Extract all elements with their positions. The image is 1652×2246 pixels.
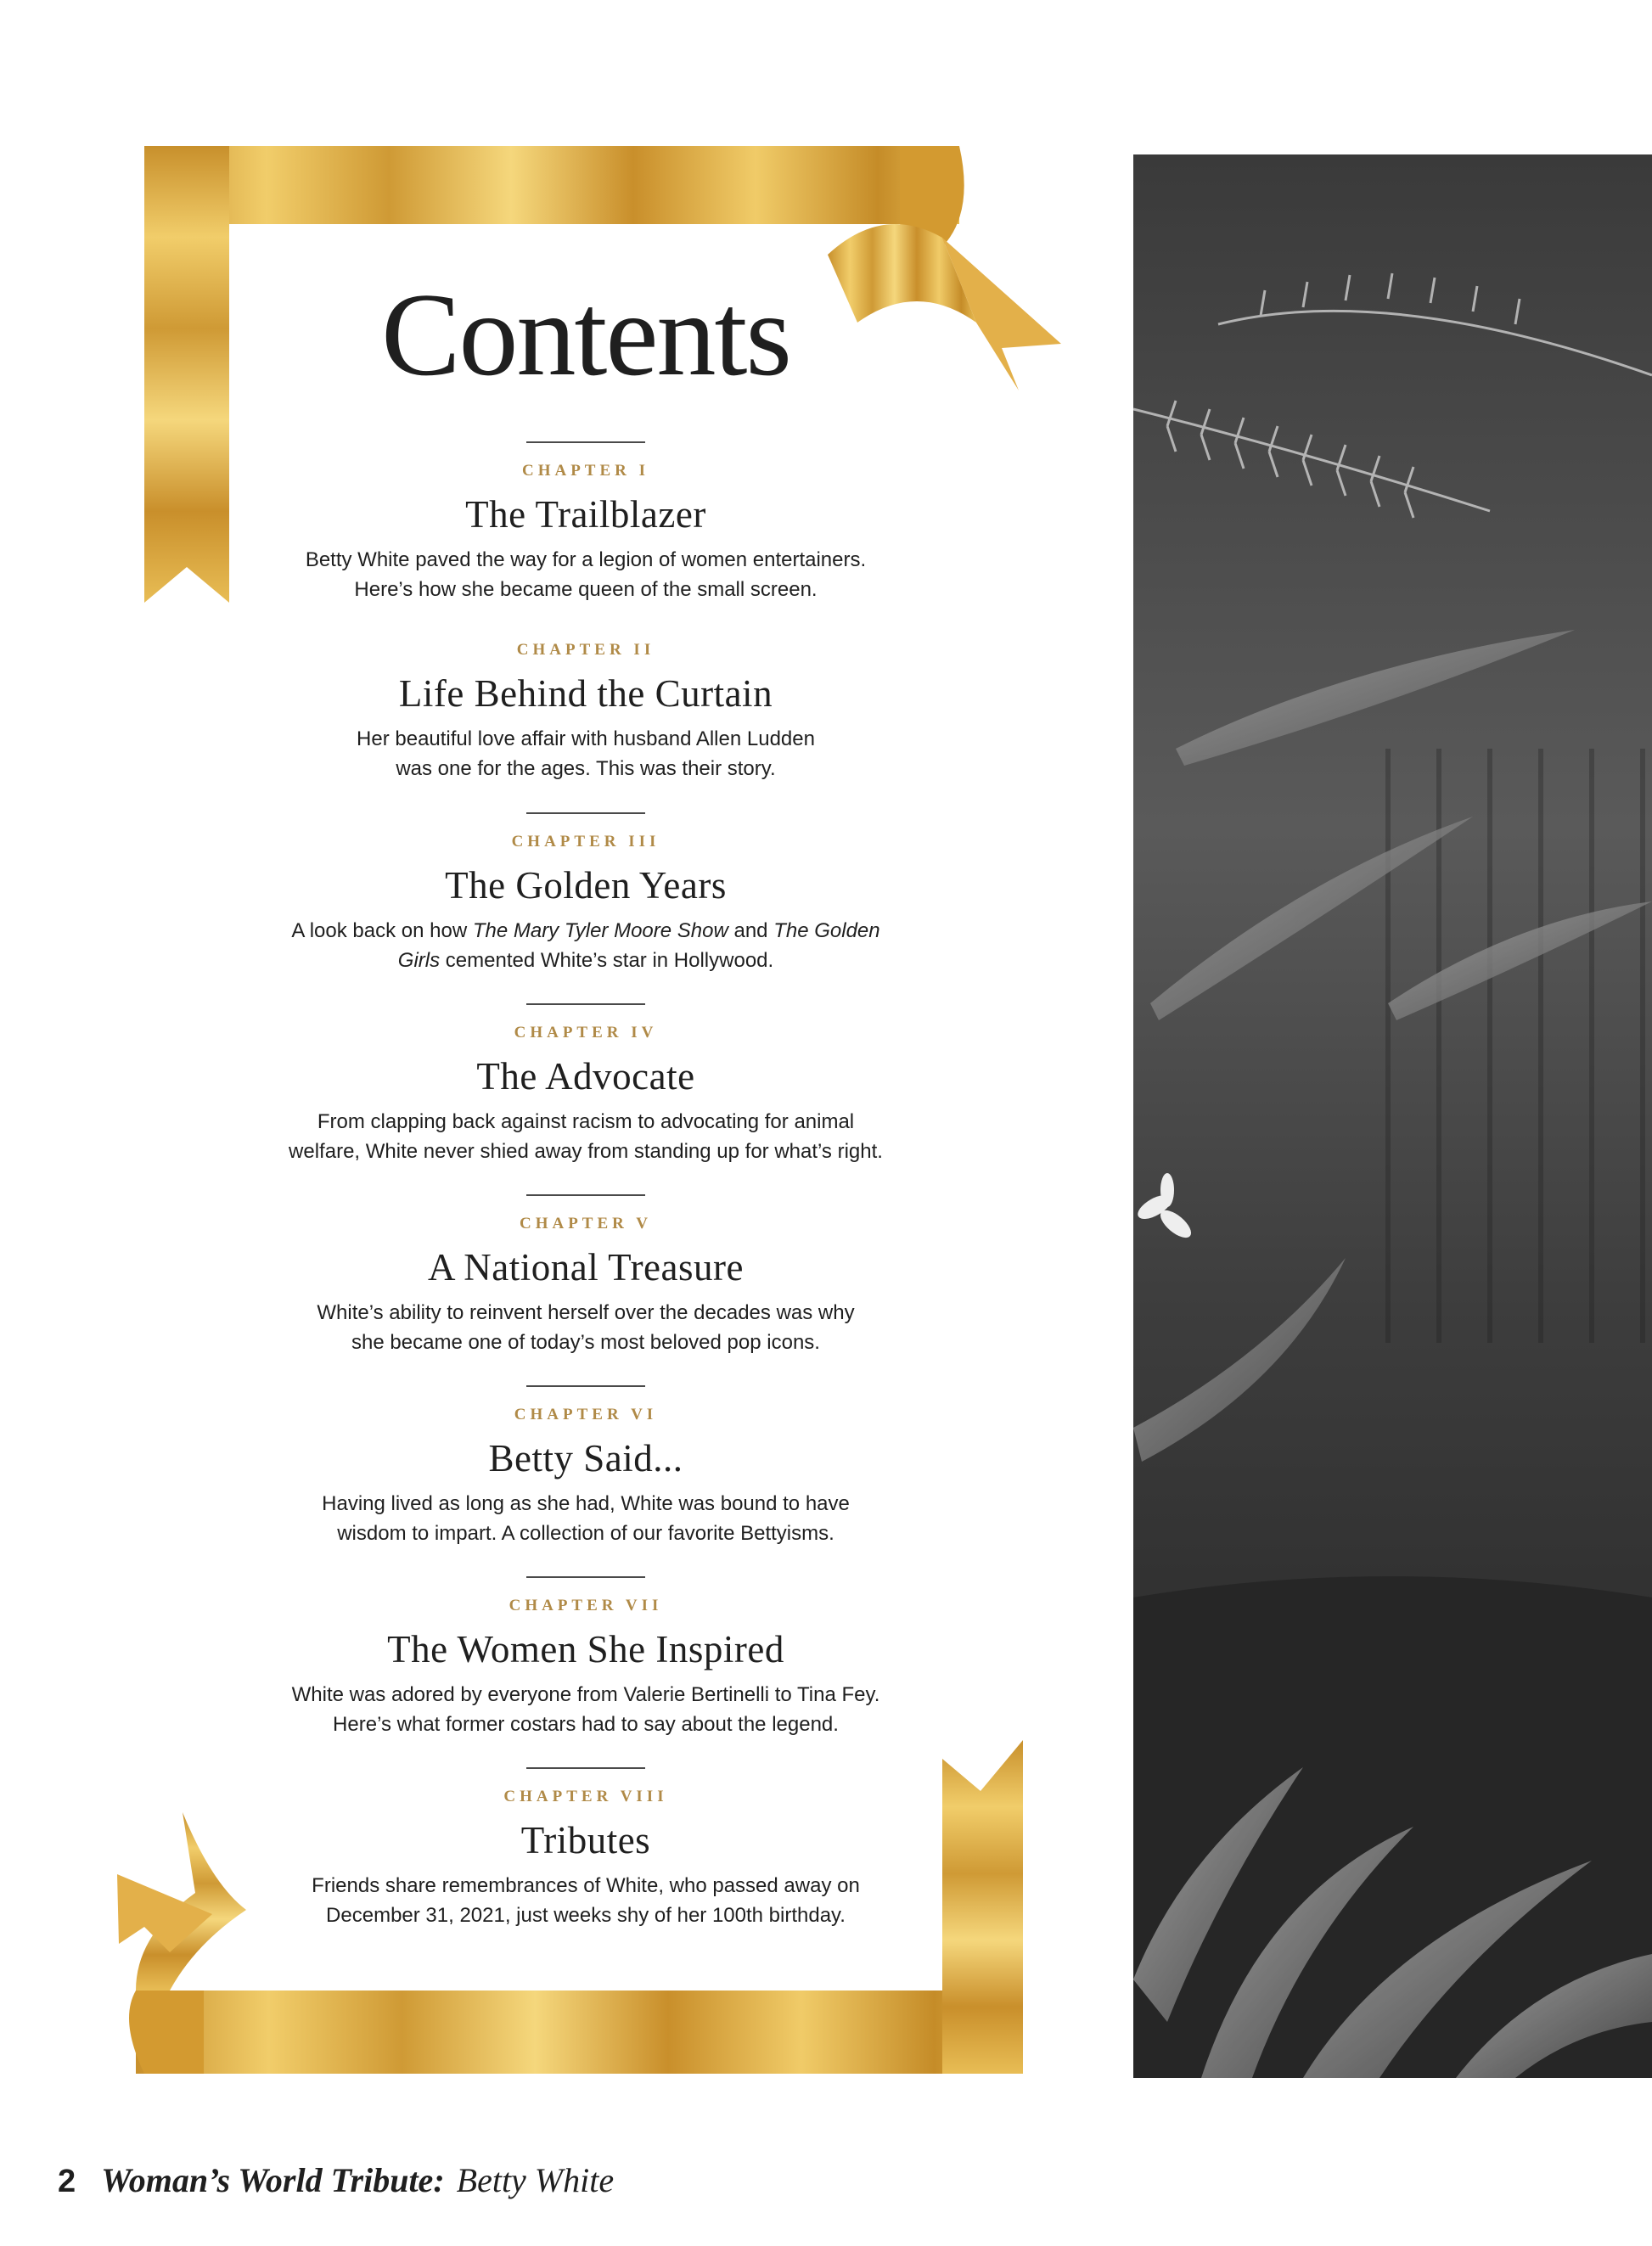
description-line: Betty White paved the way for a legion of women entertainers. xyxy=(305,548,867,571)
page-title: Contents xyxy=(381,269,790,401)
garden-photo xyxy=(1133,154,1652,2078)
description-line: A look back on how The Mary Tyler Moore Show and The Golden xyxy=(291,919,880,942)
description-line: December 31, 2021, just weeks shy of her 100th birthday. xyxy=(326,1904,846,1927)
description-line: White’s ability to reinvent herself over the decades was why xyxy=(317,1301,855,1324)
chapter-title[interactable]: The Golden Years xyxy=(445,864,727,907)
chapter-description xyxy=(204,724,968,783)
chapter-description xyxy=(204,1680,968,1739)
description-line: Girls cemented White’s star in Hollywood. xyxy=(397,949,774,972)
description-line: Having lived as long as she had, White was bound to have xyxy=(322,1492,850,1515)
foliage-illustration xyxy=(1133,154,1652,2078)
chapter-description xyxy=(204,545,968,604)
divider xyxy=(526,1194,645,1196)
description-line: wisdom to impart. A collection of our favorite Bettyisms. xyxy=(337,1522,834,1545)
chapter-label: CHAPTER VI xyxy=(514,1406,658,1423)
chapter-label: CHAPTER V xyxy=(519,1215,653,1232)
chapter-title[interactable]: Betty Said... xyxy=(488,1437,683,1480)
show-title: The Mary Tyler Moore Show xyxy=(472,919,728,942)
publication-subject: Betty White xyxy=(456,2161,615,2199)
description-line: White was adored by everyone from Valerie Bertinelli to Tina Fey. xyxy=(291,1683,880,1706)
chapter-label: CHAPTER IV xyxy=(514,1024,658,1042)
description-line: welfare, White never shied away from standing up for what’s right. xyxy=(289,1140,883,1163)
chapter-8[interactable] xyxy=(204,1767,968,1930)
chapter-6[interactable] xyxy=(204,1385,968,1548)
divider xyxy=(526,1385,645,1387)
description-line: Friends share remembrances of White, who passed away on xyxy=(312,1874,860,1897)
chapter-title[interactable]: The Trailblazer xyxy=(465,493,706,536)
chapter-label: CHAPTER I xyxy=(521,462,650,480)
chapter-title[interactable]: Tributes xyxy=(520,1819,651,1861)
chapter-4[interactable] xyxy=(204,1003,968,1166)
page-number: 2 xyxy=(58,2164,76,2199)
description-text: and xyxy=(728,919,774,942)
publication-title: Woman’s World Tribute: xyxy=(101,2161,445,2199)
chapter-label: CHAPTER VII xyxy=(509,1597,663,1614)
description-text: A look back on how xyxy=(291,919,473,942)
divider xyxy=(526,1003,645,1005)
chapter-description xyxy=(204,1107,968,1166)
chapter-title[interactable]: Life Behind the Curtain xyxy=(398,672,773,715)
chapter-description xyxy=(204,916,968,975)
chapter-label: CHAPTER II xyxy=(516,641,655,659)
divider xyxy=(526,1767,645,1769)
chapter-title[interactable]: The Women She Inspired xyxy=(387,1628,784,1670)
chapter-label: CHAPTER VIII xyxy=(503,1788,668,1805)
chapter-label: CHAPTER III xyxy=(511,833,660,851)
chapter-title[interactable]: The Advocate xyxy=(476,1055,695,1098)
page-footer xyxy=(58,2160,614,2200)
description-line: From clapping back against racism to advocating for animal xyxy=(317,1110,855,1133)
description-line: was one for the ages. This was their story. xyxy=(396,757,776,780)
divider xyxy=(526,441,645,443)
chapter-description xyxy=(204,1871,968,1930)
description-text: cemented White’s star in Hollywood. xyxy=(440,949,774,972)
chapter-7[interactable] xyxy=(204,1576,968,1739)
chapter-title[interactable]: A National Treasure xyxy=(428,1246,744,1289)
description-line: Here’s how she became queen of the small screen. xyxy=(354,578,818,601)
chapter-2[interactable] xyxy=(204,641,968,783)
divider xyxy=(526,1576,645,1578)
description-line: Here’s what former costars had to say about the legend. xyxy=(333,1713,839,1736)
chapter-description xyxy=(204,1298,968,1357)
chapter-3[interactable] xyxy=(204,812,968,975)
description-line: Her beautiful love affair with husband Allen Ludden xyxy=(357,727,815,750)
chapter-1[interactable] xyxy=(204,441,968,604)
divider xyxy=(526,812,645,814)
chapter-description xyxy=(204,1489,968,1548)
description-line: she became one of today’s most beloved pop icons. xyxy=(351,1331,820,1354)
chapter-5[interactable] xyxy=(204,1194,968,1357)
